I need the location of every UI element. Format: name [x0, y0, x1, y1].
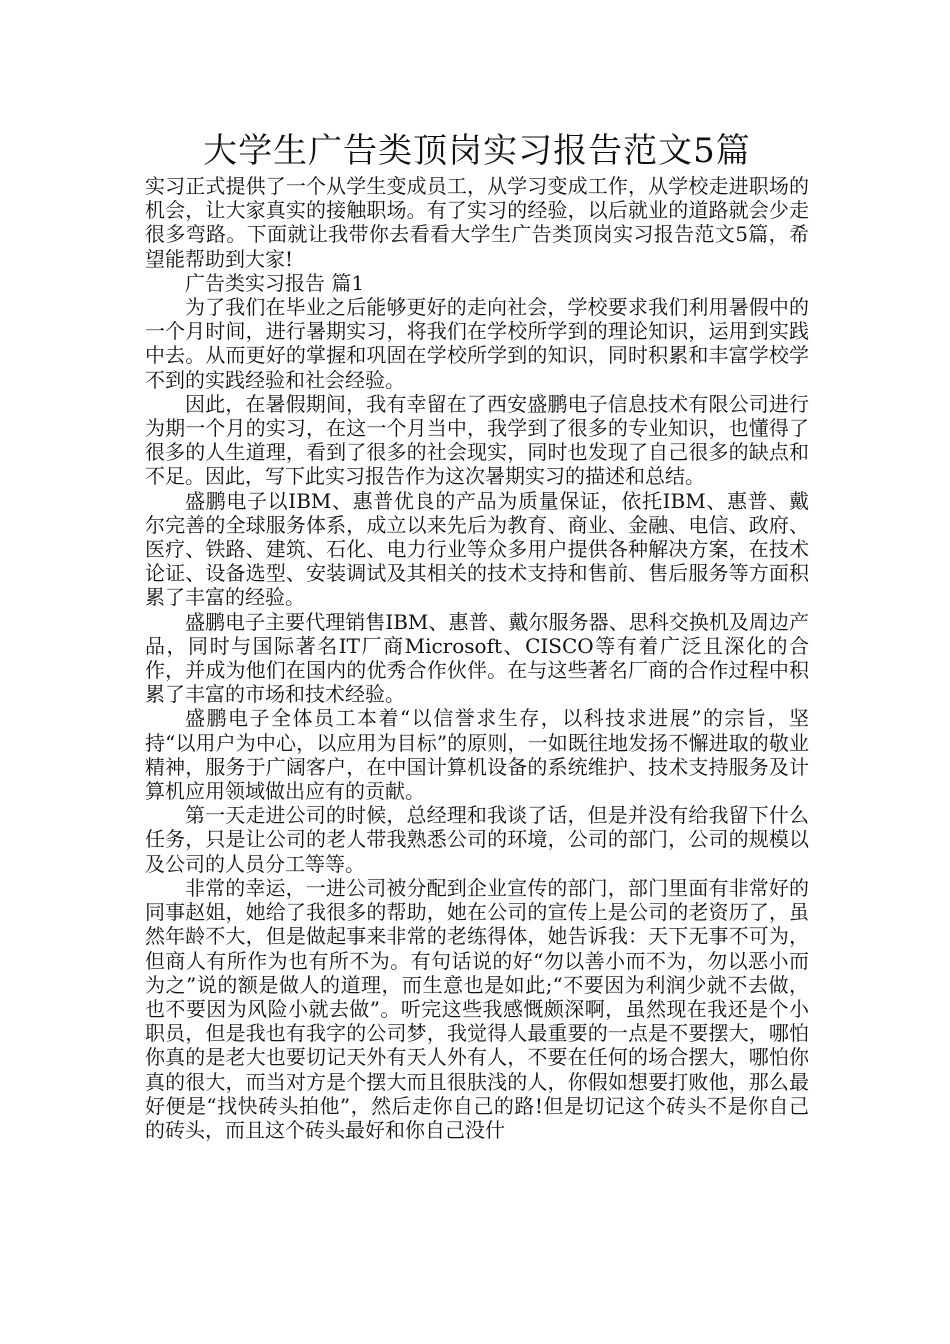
body-paragraph: 盛鹏电子全体员工本着“以信誉求生存，以科技求进展”的宗旨，坚持“以用户为中心，以应用为目标”的原则，一如既往地发扬不懈进取的敬业精神，服务于广阔客户，在中国计算机设备的系统维护、技术支持服务及计算机应用领域做出应有的贡献。: [145, 706, 809, 804]
body-paragraph: 盛鹏电子以IBM、惠普优良的产品为质量保证，依托IBM、惠普、戴尔完善的全球服务体系，成立以来先后为教育、商业、金融、电信、政府、医疗、铁路、建筑、石化、电力行业等众多用户提供各种解决方案，在技术论证、设备选型、安装调试及其相关的技术支持和售前、售后服务等方面积累了丰富的经验。: [145, 488, 809, 610]
body-paragraph: 非常的幸运，一进公司被分配到企业宣传的部门，部门里面有非常好的同事赵姐，她给了我很多的帮助，她在公司的宣传上是公司的老资历了，虽然年龄不大，但是做起事来非常的老练得体，她告诉我：天下无事不可为，但商人有所作为也有所不为。有句话说的好“勿以善小而不为，勿以恶小而为之”说的额是做人的道理，而生意也是如此;“不要因为利润少就不去做，也不要因为风险小就去做”。听完这些我感慨颇深啊，虽然现在我还是个小职员，但是我也有我字的公司梦，我觉得人最重要的一点是不要摆大，哪怕你真的是老大也要切记天外有天人外有人，不要在任何的场合摆大，哪怕你真的很大，而当对方是个摆大而且很肤浅的人，你假如想要打败他，那么最好便是“找快砖头拍他”，然后走你自己的路!但是切记这个砖头不是你自己的砖头，而且这个砖头最好和你自己没什: [145, 875, 809, 1142]
intro-paragraph: 实习正式提供了一个从学生变成员工，从学习变成工作，从学校走进职场的机会，让大家真实的接触职场。有了实习的经验，以后就业的道路就会少走很多弯路。下面就让我带你去看看大学生广告类顶岗实习报告范文5篇，希望能帮助到大家!: [145, 174, 809, 271]
document-body: [145, 174, 809, 1142]
document-page: [145, 128, 809, 1142]
body-paragraph: 因此，在暑假期间，我有幸留在了西安盛鹏电子信息技术有限公司进行为期一个月的实习，在这一个月当中，我学到了很多的专业知识，也懂得了很多的人生道理，看到了很多的社会现实，同时也发现了自己很多的缺点和不足。因此，写下此实习报告作为这次暑期实习的描述和总结。: [145, 391, 809, 489]
body-paragraph: 为了我们在毕业之后能够更好的走向社会，学校要求我们利用暑假中的一个月时间，进行暑期实习，将我们在学校所学到的理论知识，运用到实践中去。从而更好的掌握和巩固在学校所学到的知识，同时积累和丰富学校学不到的实践经验和社会经验。: [145, 295, 809, 392]
document-title: 大学生广告类顶岗实习报告范文5篇: [203, 131, 751, 171]
section-heading: 广告类实习报告 篇1: [185, 270, 365, 295]
body-paragraph: 盛鹏电子主要代理销售IBM、惠普、戴尔服务器、思科交换机及周边产品，同时与国际著名IT厂商Microsoft、CISCO等有着广泛且深化的合作，并成为他们在国内的优秀合作伙伴。在与这些著名厂商的合作过程中积累了丰富的市场和技术经验。: [145, 609, 809, 707]
body-paragraph: 第一天走进公司的时候，总经理和我谈了话，但是并没有给我留下什么任务，只是让公司的老人带我熟悉公司的环境，公司的部门，公司的规模以及公司的人员分工等等。: [145, 803, 809, 876]
